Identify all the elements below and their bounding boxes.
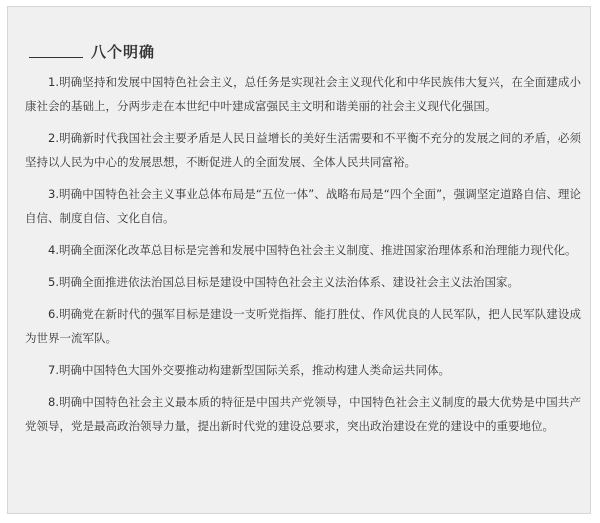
section-heading: [29, 36, 155, 62]
list-item: 7.明确中国特色大国外交要推动构建新型国际关系，推动构建人类命运共同体。: [48, 363, 450, 377]
item-list: [25, 70, 581, 446]
list-item: 5.明确全面推进依法治国总目标是建设中国特色社会主义法治体系、建设社会主义法治国家。: [48, 275, 519, 289]
list-item: 8.明确中国特色社会主义最本质的特征是中国共产党领导，中国特色社会主义制度的最大优势是中国共产党领导，党是最高政治领导力量，提出新时代党的建设总要求，突出政治建设在党的建设中的重要地位。: [25, 395, 581, 433]
list-item: 3.明确中国特色社会主义事业总体布局是“五位一体”、战略布局是“四个全面”，强调坚定道路自信、理论自信、制度自信、文化自信。: [25, 187, 581, 225]
list-item: 6.明确党在新时代的强军目标是建设一支听党指挥、能打胜仗、作风优良的人民军队，把人民军队建设成为世界一流军队。: [25, 307, 581, 345]
list-item: 4.明确全面深化改革总目标是完善和发展中国特色社会主义制度、推进国家治理体系和治理能力现代化。: [48, 243, 577, 257]
list-item: 2.明确新时代我国社会主要矛盾是人民日益增长的美好生活需要和不平衡不充分的发展之间的矛盾，必须坚持以人民为中心的发展思想，不断促进人的全面发展、全体人民共同富裕。: [25, 131, 581, 169]
fill-in-blank-line: [29, 57, 83, 58]
section-title: 八个明确: [91, 43, 156, 61]
list-item: 1.明确坚持和发展中国特色社会主义，总任务是实现社会主义现代化和中华民族伟大复兴，在全面建成小康社会的基础上，分两步走在本世纪中叶建成富强民主文明和谐美丽的社会主义现代化强国。: [25, 75, 581, 113]
content-card: [7, 6, 591, 514]
